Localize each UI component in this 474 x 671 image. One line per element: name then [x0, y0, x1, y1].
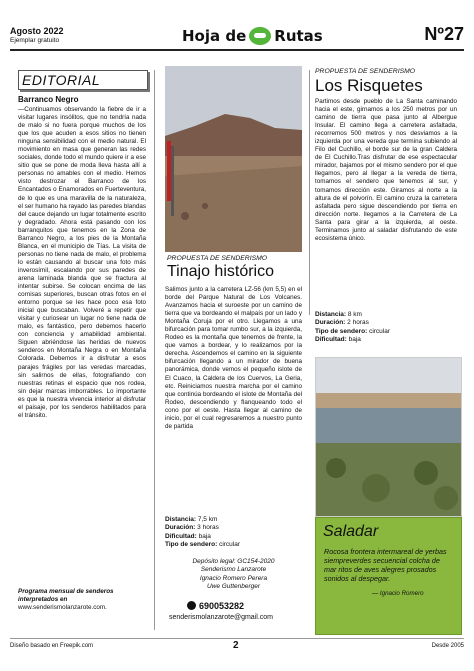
route1-title: Tinajo histórico [167, 263, 275, 280]
header-divider [10, 49, 464, 51]
route2-title: Los Risquetes [315, 76, 423, 95]
route1-type-value: circular [219, 540, 241, 548]
page-number: 2 [233, 640, 239, 651]
footer-since: Desde 2005 [431, 643, 464, 649]
saladar-photo [315, 357, 462, 517]
route1-label: PROPUESTA DE SENDERISMO [167, 255, 268, 262]
route2-distance-row [315, 311, 457, 319]
column-divider-2 [309, 70, 310, 315]
editorial-body: —Continuamos observando la fiebre de ir a visitar lugares insólitos, que no tendría nada de malo si no fuera porque muchos de los que los que acuden a esos sitios no tienen ninguna sensibilidad con el medio natural. El movimiento en masa que generan las redes sociales, donde todo el mundo quiere ir a ese sitio que se pone de moda lleva hasta allí a personas no amables con el medio. Hemos visto destrozar el Barranco de los Encantados o Enamorados en Fuerteventura, de lo que es una maravilla de la naturaleza, el ser humano ha rayado las paredes blandas del cauce dejando un lugar totalmente escrito y degradado. Ahora está pasando con los barranquitos que tenemos en la Zona de Barranco Negro, a los pies de la Montaña Blanca, en el municipio de Tías. La visita de personas no tiene nada de malo, el problema lo están causando al buscar una foto más inverosímil, escalando por sus paredes de arena laminada blanda que se fractura al intentar subirse. Se colocan encima de las cornisas superiores, buscan otras fotos en el entorno porque se les hace poco esa foto inicial que buscaban. Volveré a repetir que visitar y curiosear un lugar no tiene nada de malo, es fantástico, pero debemos hacerlo con conciencia y amabilidad ambiental. Siguen abriéndose las heridas de nuevos senderos en Montaña Negra o en Montaña Colorada. Debemos ir a disfrutar a esos parajes frágiles por las veredas marcadas, sin salirnos de ellas, fotografiando con nuestras retinas el espacio que nos rodea, sin dejar marcas imborrables. Lo importante es que la nuestra vivencia interior al disfrutar el paisaje, por los senderos habilitados para el tránsito. [18, 106, 146, 419]
editorial-heading: Barranco Negro [18, 95, 79, 104]
column-divider [154, 70, 155, 630]
legal-deposit: Depósito legal: GC154-2020 [192, 558, 275, 565]
phone-icon [187, 601, 196, 610]
route1-distance-row [165, 516, 302, 524]
route2-difficulty-label: Dificultad: [315, 335, 347, 343]
route2-difficulty-row [315, 336, 457, 344]
route1-duration-row [165, 524, 302, 532]
route2-type-label: Tipo de sendero: [315, 327, 368, 335]
editorial-label: EDITORIAL [22, 72, 101, 88]
route2-duration-value: 2 horas [347, 319, 369, 327]
footer-design-credit: Diseño basado en Freepik.com [10, 643, 94, 649]
route2-distance-label: Distancia: [315, 311, 347, 318]
email-link[interactable]: senderismolanzarote@gmail.com [169, 614, 273, 621]
route1-description: Salimos junto a la carretera LZ-56 (km 5,5) en el borde del Parque Natural de Los Volcanes. Avanzamos hacia el suroeste por un camino de tierra que va bordeando el malpaís por un lado y Montaña Coruja por el otro. Llegamos a una bifurcación para tomar rumbo sur, a la izquierda, Rodeo es la montaña que tenemos de frente, la que vamos a bordear, y lo realizamos por la derecha. Ascendemos el camino en la siguiente bifurcación llegando a un mirador de buena panorámica, donde vemos el pequeño islote de El Cuaco, la Caldera de los Cuervos, La Geria, etc. Reiniciamos nuestra marcha por el camino que continúa bordeando el islote de Montaña del Rodeo, descendiendo y flanqueando todo el cono por el oeste. Hasta llegar al camino de inicio, por el cual regresaremos a nuestro punto de partida [165, 286, 302, 430]
route2-duration-row [315, 319, 457, 327]
saladar-author: — Ignacio Romero [372, 590, 424, 597]
route2-type-value: circular [369, 327, 391, 335]
route2-difficulty-value: baja [348, 335, 361, 343]
editorial-footer: Programa mensual de senderos interpretados en [18, 588, 114, 604]
route2-details [315, 311, 457, 344]
route2-label: PROPUESTA DE SENDERISMO [315, 68, 416, 75]
route2-duration-label: Duración: [315, 319, 346, 327]
issue-subtitle: Ejemplar gratuito [10, 37, 60, 44]
editorial-label-box [18, 70, 148, 90]
route1-distance-value: 7,5 km [197, 516, 218, 523]
route2-type-row [315, 328, 457, 336]
route1-distance-label: Distancia: [165, 516, 197, 523]
footer-divider [10, 638, 464, 639]
masthead-title [182, 27, 323, 45]
phone-number[interactable]: 690053282 [199, 601, 245, 611]
hiker-logo-icon [249, 27, 271, 45]
route1-difficulty-label: Dificultad: [165, 532, 197, 540]
route1-duration-value: 3 horas [197, 524, 219, 532]
route1-details [165, 516, 302, 549]
route1-type-label: Tipo de sendero: [165, 540, 218, 548]
saladar-title: Saladar [323, 523, 379, 540]
saladar-poem: Rocosa frontera intermareal de yerbas siempreverdes secuencial colcha de mar ritos de aves alegres prosados sonidos al despegar. [324, 547, 447, 583]
route2-distance-value: 8 km [347, 311, 362, 318]
coauthor-name: Uwe Guttenberger [206, 582, 261, 590]
credits [165, 558, 302, 591]
route1-duration-label: Duración: [165, 524, 196, 532]
editorial-website-link[interactable]: www.senderismolanzarote.com. [18, 604, 107, 611]
route1-difficulty-value: baja [198, 532, 211, 540]
author-name: Ignacio Romero Perera [199, 574, 268, 582]
tinajo-photo [165, 66, 302, 252]
issue-number: Nº27 [424, 24, 464, 44]
masthead-title-left: Hoja de [182, 27, 247, 45]
route1-type-row [165, 541, 302, 549]
route1-difficulty-row [165, 533, 302, 541]
issue-date: Agosto 2022 [10, 26, 64, 36]
masthead-title-right: Rutas [274, 27, 323, 45]
route2-description: Partimos desde pueblo de La Santa caminando hacia el este, girnamos a los 250 metros por un camino de tierra que pasa junto al Albergue Insular. El camino llega a carretera asfaltada, recorremos 500 metros y nos desviamos a la izquierda por una vereda que termina subiendo al Filo del Cuchillo, el borde sur de la gran Caldera de El Cuchillo.Tras disfrutar de ese espectacular mirador, bajamos por el mismo sendero por el que llegamos, pero al llegar a la vereda de tierra, tomamos el sendero que tenemos al sur, y tomamos dirección este. Giramos al norte a la altura de el polvorín. El camino cruza la carretera asfaltada pero sigue descendiendo por tierra en dirección norte. llegamos a la Carretera de La Santa para girar a la izquierda, al oeste. Terminamos junto al saladar disfrutando de este ecosistema único. [315, 98, 457, 242]
publisher-name: Senderismo Lanzarote [200, 566, 267, 574]
